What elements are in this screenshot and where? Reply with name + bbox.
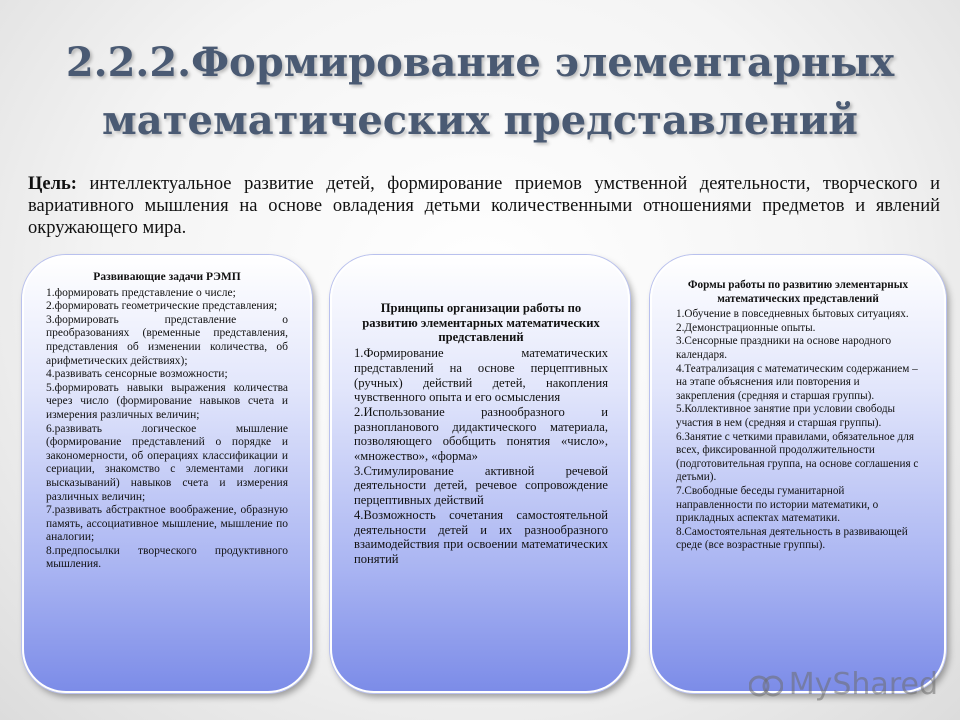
card-title: Развивающие задачи РЭМП <box>93 271 241 283</box>
list-item: 3.формировать представление о преобразованиях (временные представления, представления об изменении количества, об арифметических действиях); <box>46 313 288 367</box>
list-item: 2.формировать геометрические представления; <box>46 300 278 313</box>
list-item: 3.Стимулирование активной речевой деятельности детей, речевое сопровождение перцептивных действий <box>354 463 608 508</box>
list-item: 7.Свободные беседы гуманитарной направленности по истории математики, о прикладных аспектах математики. <box>676 484 879 525</box>
list-item: 8.Самостоятельная деятельность в развивающей среде (все возрастные группы). <box>676 525 908 552</box>
goal-paragraph <box>28 173 940 239</box>
slide-title-line-1: 2.2.2.Формирование элементарных <box>65 39 895 86</box>
list-item: 5.формировать навыки выражения количества через число (формирование навыков счета и измерения различных величин; <box>46 381 288 421</box>
watermark <box>749 667 938 702</box>
goal-text: интеллектуальное развитие детей, формирование приемов умственной деятельности, творческого и вариативного мышления на основе овладения детьми количественными отношениями предметов и явлений окружающего мира. <box>28 174 940 238</box>
list-item: 2.Использование разнообразного и разнопланового дидактического материала, позволяющего обобщить понятия «число», «множество», «форма» <box>354 404 608 464</box>
list-item: 2.Демонстрационные опыты. <box>676 321 816 334</box>
card-title: Принципы организации работы по развитию элементарных математических представлений <box>362 301 600 345</box>
slide-title-line-2: математических представлений <box>102 97 858 144</box>
card-work-forms <box>650 255 946 693</box>
list-item: 1.формировать представление о числе; <box>46 286 236 299</box>
goal-label: Цель: <box>28 174 77 194</box>
card-development-tasks <box>22 255 312 693</box>
watermark-text: MyShared <box>788 667 938 702</box>
list-item: 8.предпосылки творческого продуктивного мышления. <box>46 544 288 571</box>
list-item: 7.развивать абстрактное воображение, образную память, ассоциативное мышление, мышление по аналогии; <box>46 504 288 544</box>
list-item: 5.Коллективное занятие при условии свободы участия в нем (средняя и старшая группы). <box>676 403 896 429</box>
slide-title <box>20 34 940 150</box>
list-item: 3.Сенсорные праздники на основе народного календаря. <box>676 335 892 361</box>
list-item: 1.Обучение в повседневных бытовых ситуациях. <box>676 308 909 321</box>
card-organization-principles <box>330 255 630 693</box>
list-item: 4.Театрализация с математическим содержанием – на этапе объяснения или повторения и закрепления (средняя и старшая группы). <box>676 362 918 402</box>
watermark-logo-icon <box>749 672 783 698</box>
list-item: 4.Возможность сочетания самостоятельной деятельности детей и их разнообразного взаимодействия при освоении математических понятий <box>354 507 608 566</box>
list-item: 4.развивать сенсорные возможности; <box>46 368 228 381</box>
list-item: 6.развивать логическое мышление (формирование представлений о порядке и закономерности, об операциях классификации и сериации, знакомство с элементами логики высказываний) навыков счета и измерения различных величин; <box>46 422 288 503</box>
list-item: 1.Формирование математических представлений на основе перцептивных (ручных) действий детей, накопления чувственного опыта и его осмысления <box>354 346 608 405</box>
list-item: 6.Занятие с четкими правилами, обязательное для всех, фиксированной продолжительности (подготовительная группа, на основе соглашения с детьми). <box>676 430 919 484</box>
card-title: Формы работы по развитию элементарных математических представлений <box>687 279 909 305</box>
